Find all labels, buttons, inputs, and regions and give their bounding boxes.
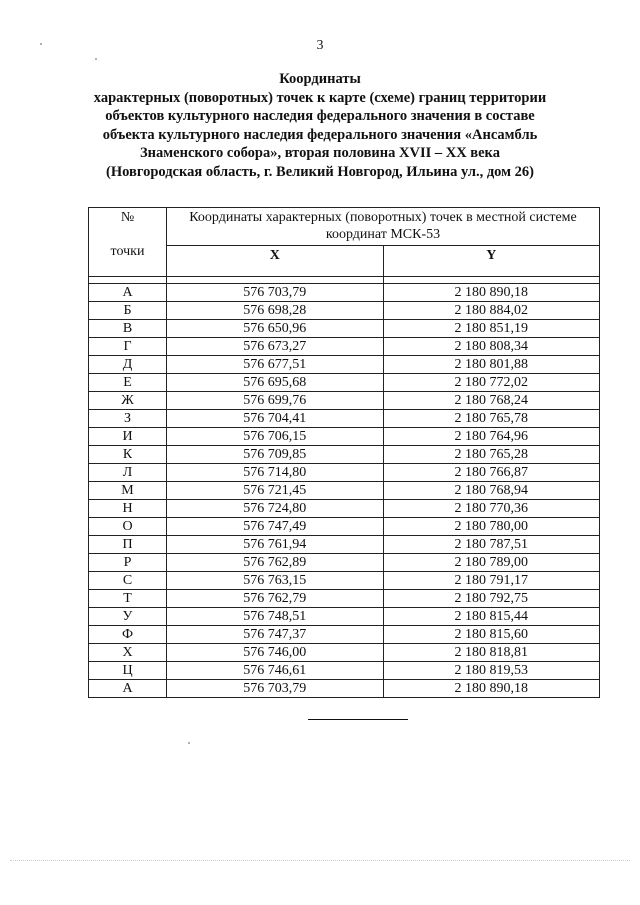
x-cell: 576 762,89 (167, 554, 384, 572)
table-body (89, 277, 600, 698)
table-row (89, 644, 600, 662)
scan-speck (40, 43, 42, 45)
page-number: 3 (316, 38, 324, 53)
table-row (89, 428, 600, 446)
scan-artifact-line (10, 860, 630, 862)
point-cell: А (89, 680, 167, 698)
point-cell: Д (89, 356, 167, 374)
y-cell: 2 180 768,94 (383, 482, 600, 500)
y-cell: 2 180 890,18 (383, 284, 600, 302)
table-row (89, 356, 600, 374)
y-cell: 2 180 815,60 (383, 626, 600, 644)
table-row (89, 374, 600, 392)
table-row (89, 536, 600, 554)
point-cell: Ц (89, 662, 167, 680)
y-column-header: Y (383, 246, 600, 277)
y-cell: 2 180 772,02 (383, 374, 600, 392)
x-cell: 576 704,41 (167, 410, 384, 428)
spacer-cell (383, 277, 600, 284)
table-row (89, 482, 600, 500)
table-row (89, 284, 600, 302)
point-number-symbol: № (120, 210, 135, 225)
y-cell: 2 180 890,18 (383, 680, 600, 698)
point-cell: А (89, 284, 167, 302)
point-cell: В (89, 320, 167, 338)
point-cell: О (89, 518, 167, 536)
table-row (89, 302, 600, 320)
x-cell: 576 695,68 (167, 374, 384, 392)
y-cell: 2 180 765,78 (383, 410, 600, 428)
table-row (89, 392, 600, 410)
x-cell: 576 762,79 (167, 590, 384, 608)
point-cell: Н (89, 500, 167, 518)
table-row (89, 410, 600, 428)
title-line: Координаты (279, 71, 361, 87)
table-row (89, 518, 600, 536)
title-line: объекта культурного наследия федерального значения «Ансамбль (102, 126, 538, 143)
x-cell: 576 748,51 (167, 608, 384, 626)
title-line: характерных (поворотных) точек к карте (схеме) границ территории (93, 89, 547, 106)
table-row (89, 464, 600, 482)
table-row (89, 572, 600, 590)
x-cell: 576 747,37 (167, 626, 384, 644)
point-cell: У (89, 608, 167, 626)
point-cell: К (89, 446, 167, 464)
point-cell: Т (89, 590, 167, 608)
y-cell: 2 180 801,88 (383, 356, 600, 374)
point-cell: М (89, 482, 167, 500)
closing-rule (308, 719, 408, 720)
point-number-header (89, 208, 167, 277)
coordinates-group-header: Координаты характерных (поворотных) точек в местной системе координат МСК-53 (167, 208, 600, 246)
point-cell: И (89, 428, 167, 446)
point-cell: Ж (89, 392, 167, 410)
coordinates-table (88, 207, 600, 698)
table-row (89, 680, 600, 698)
x-cell: 576 747,49 (167, 518, 384, 536)
point-cell: Е (89, 374, 167, 392)
x-cell: 576 746,61 (167, 662, 384, 680)
table-row (89, 320, 600, 338)
point-cell: С (89, 572, 167, 590)
point-cell: Х (89, 644, 167, 662)
x-cell: 576 761,94 (167, 536, 384, 554)
x-cell: 576 699,76 (167, 392, 384, 410)
table-row (89, 554, 600, 572)
y-cell: 2 180 819,53 (383, 662, 600, 680)
y-cell: 2 180 818,81 (383, 644, 600, 662)
point-cell: Л (89, 464, 167, 482)
y-cell: 2 180 766,87 (383, 464, 600, 482)
table-header-row (89, 208, 600, 246)
title-line: объектов культурного наследия федерального значения в составе (105, 108, 535, 124)
x-cell: 576 650,96 (167, 320, 384, 338)
point-cell: П (89, 536, 167, 554)
y-cell: 2 180 780,00 (383, 518, 600, 536)
spacer-cell (167, 277, 384, 284)
point-cell: Р (89, 554, 167, 572)
y-cell: 2 180 884,02 (383, 302, 600, 320)
table-row (89, 626, 600, 644)
x-cell: 576 714,80 (167, 464, 384, 482)
title-line: Знаменского собора», вторая половина XVII – XX века (140, 145, 500, 161)
x-column-header: X (167, 246, 384, 277)
document-title (60, 70, 580, 181)
table-row (89, 608, 600, 626)
table-row (89, 662, 600, 680)
point-number-label: точки (110, 244, 145, 259)
x-cell: 576 673,27 (167, 338, 384, 356)
x-cell: 576 709,85 (167, 446, 384, 464)
point-cell: З (89, 410, 167, 428)
table-row (89, 500, 600, 518)
table-spacer-row (89, 277, 600, 284)
x-cell: 576 763,15 (167, 572, 384, 590)
y-cell: 2 180 815,44 (383, 608, 600, 626)
table-row (89, 590, 600, 608)
x-cell: 576 746,00 (167, 644, 384, 662)
point-cell: Ф (89, 626, 167, 644)
y-cell: 2 180 768,24 (383, 392, 600, 410)
table-row (89, 338, 600, 356)
scan-speck (188, 742, 190, 744)
y-cell: 2 180 764,96 (383, 428, 600, 446)
y-cell: 2 180 851,19 (383, 320, 600, 338)
table-row (89, 446, 600, 464)
x-cell: 576 703,79 (167, 680, 384, 698)
y-cell: 2 180 792,75 (383, 590, 600, 608)
y-cell: 2 180 765,28 (383, 446, 600, 464)
spacer-cell (89, 277, 167, 284)
x-cell: 576 677,51 (167, 356, 384, 374)
title-line: (Новгородская область, г. Великий Новгород, Ильина ул., дом 26) (106, 163, 534, 180)
x-cell: 576 724,80 (167, 500, 384, 518)
x-cell: 576 721,45 (167, 482, 384, 500)
y-cell: 2 180 789,00 (383, 554, 600, 572)
y-cell: 2 180 787,51 (383, 536, 600, 554)
point-cell: Г (89, 338, 167, 356)
scan-speck (95, 58, 97, 60)
x-cell: 576 703,79 (167, 284, 384, 302)
y-cell: 2 180 791,17 (383, 572, 600, 590)
point-cell: Б (89, 302, 167, 320)
x-cell: 576 706,15 (167, 428, 384, 446)
y-cell: 2 180 808,34 (383, 338, 600, 356)
y-cell: 2 180 770,36 (383, 500, 600, 518)
x-cell: 576 698,28 (167, 302, 384, 320)
